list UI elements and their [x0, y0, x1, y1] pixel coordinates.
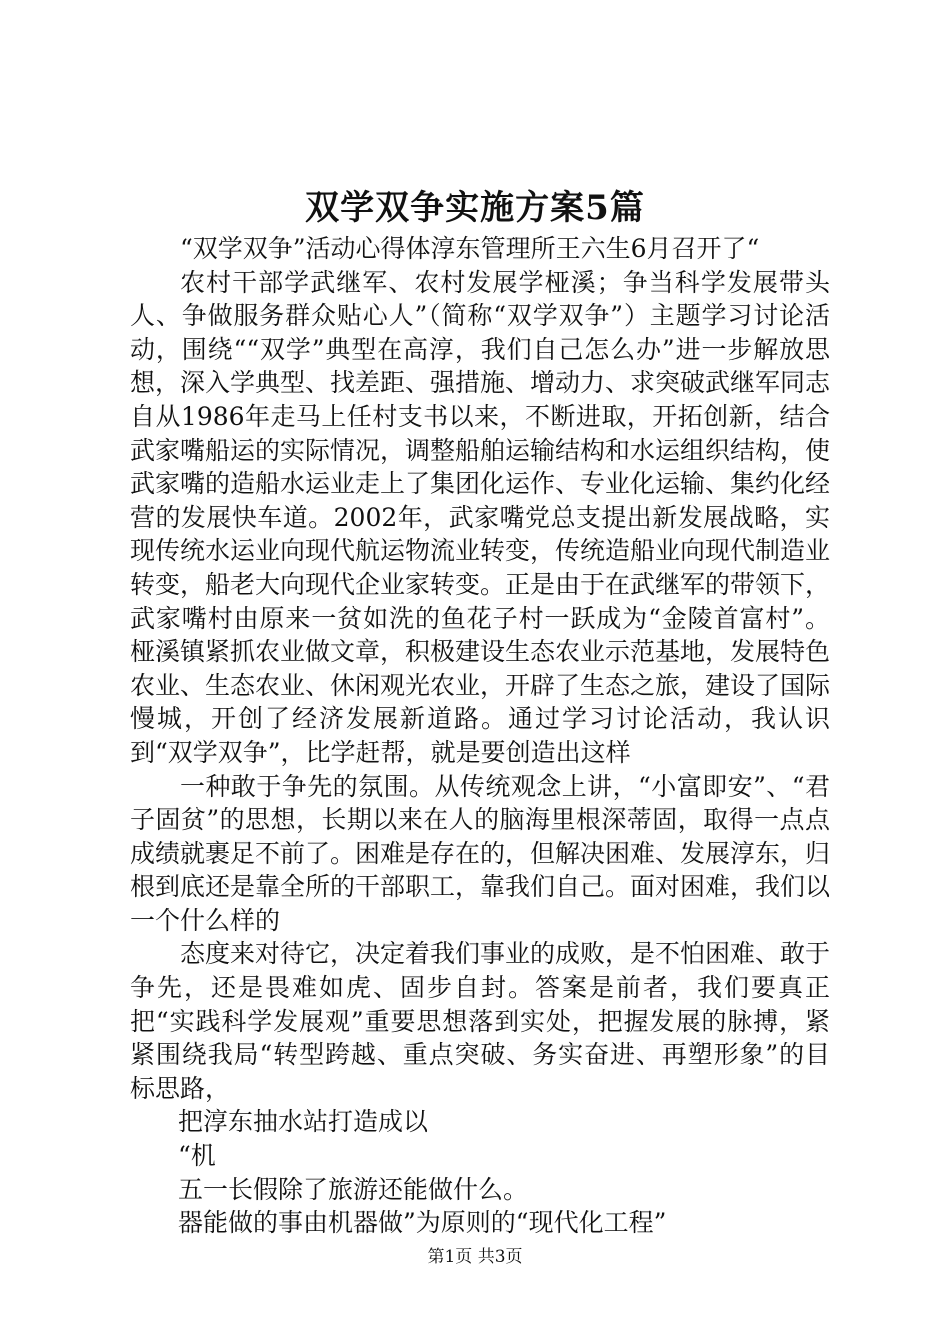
paragraph-intro: “双学双争”活动心得体淳东管理所王六生6月召开了“: [180, 234, 760, 263]
document-title: 双学双争实施方案5篇: [305, 188, 645, 228]
paragraph-attitude: 态度来对待它，决定着我们事业的成败，是不怕困难、敢于争先，还是畏难如虎、固步自封。答案是前者，我们要真正把“实践科学发展观”重要思想落到实处，把握发展的脉搏，紧紧围绕我局“转型跨越、重点突破、务实奋进、再塑形象”的目标思路，: [130, 939, 831, 1103]
page-number-footer: 第1页 共3页: [427, 1247, 523, 1267]
paragraph-holiday: 五一长假除了旅游还能做什么。: [178, 1174, 529, 1204]
paragraph-machine-quote: “机: [178, 1141, 216, 1171]
document-body: [130, 232, 830, 1240]
paragraph-atmosphere: 一种敢于争先的氛围。从传统观念上讲，“小富即安”、“君子固贫”的思想，长期以来在人的脑海里根深蒂固，取得一点点成绩就裹足不前了。困难是存在的，但解决困难、发展淳东，归根到底还是靠全所的干部职工，靠我们自己。面对困难，我们以一个什么样的: [130, 771, 831, 935]
paragraph-study-models: 农村干部学武继军、农村发展学桠溪；争当科学发展带头人、争做服务群众贴心人”（简称“双学双争”）主题学习讨论活动，围绕““双学”典型在高淳，我们自己怎么办”进一步解放思想，深入学典型、找差距、强措施、增动力、求突破武继军同志自从1986年走马上任村支书以来，不断进取，开拓创新，结合武家嘴船运的实际情况，调整船舶运输结构和水运组织结构，使武家嘴的造船水运业走上了集团化运作、专业化运输、集约化经营的发展快车道。2002年，武家嘴党总支提出新发展战略，实现传统水运业向现代航运物流业转变，传统造船业向现代制造业转变，船老大向现代企业家转变。正是由于在武继军的带领下，武家嘴村由原来一贫如洗的鱼花子村一跃成为“金陵首富村”。桠溪镇紧抓农业做文章，积极建设生态农业示范基地，发展特色农业、生态农业、休闲观光农业，开辟了生态之旅，建设了国际慢城，开创了经济发展新道路。通过学习讨论活动，我认识到“双学双争”，比学赶帮，就是要创造出这样: [130, 267, 831, 767]
paragraph-modern-project: 器能做的事由机器做”为原则的“现代化工程”: [178, 1208, 667, 1238]
paragraph-pump-station: 把淳东抽水站打造成以: [178, 1107, 429, 1137]
